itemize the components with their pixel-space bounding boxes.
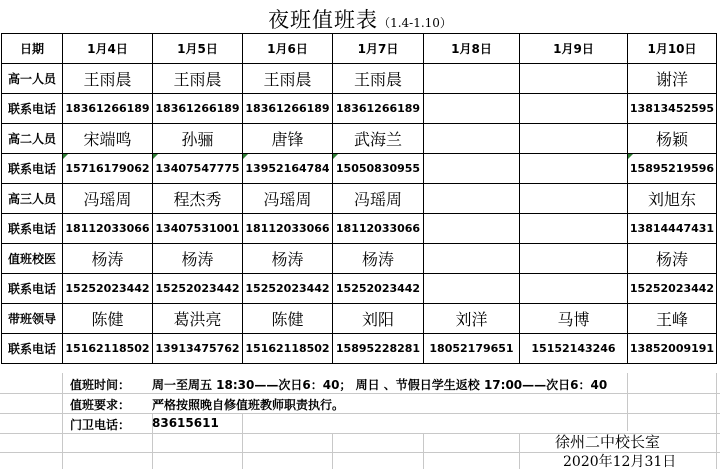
duty-time-line xyxy=(0,373,720,393)
staff-name-cell: 王雨晨 xyxy=(333,64,424,94)
staff-name-cell: 程杰秀 xyxy=(153,184,243,214)
table-row xyxy=(2,244,717,274)
footer-notes xyxy=(0,373,720,469)
duty-time-value: 周一至周五 18:30——次日6：40； 周日 、节假日学生返校 17:00——次日6：40 xyxy=(152,378,608,392)
staff-name-cell: 王雨晨 xyxy=(153,64,243,94)
table-row xyxy=(2,94,717,124)
phone-cell: 15895228281 xyxy=(333,334,424,364)
header-date-label: 日期 xyxy=(2,34,63,64)
header-date: 1月5日 xyxy=(153,34,243,64)
phone-cell xyxy=(520,154,628,184)
staff-name-cell xyxy=(520,184,628,214)
header-date: 1月9日 xyxy=(520,34,628,64)
table-row xyxy=(2,214,717,244)
title-date-range: （1.4-1.10） xyxy=(378,16,452,30)
staff-name-cell xyxy=(520,64,628,94)
row-label: 值班校医 xyxy=(2,244,63,274)
phone-cell: 15162118502 xyxy=(63,334,153,364)
phone-cell: 15252023442 xyxy=(628,274,717,304)
footer-gridline xyxy=(423,433,424,469)
staff-name-cell: 谢洋 xyxy=(628,64,717,94)
phone-cell: 13813452595 xyxy=(628,94,717,124)
staff-name-cell: 杨涛 xyxy=(243,244,333,274)
staff-name-cell: 杨涛 xyxy=(63,244,153,274)
table-row xyxy=(2,124,717,154)
table-row xyxy=(2,304,717,334)
gate-phone-label: 门卫电话： xyxy=(70,418,131,432)
header-date: 1月8日 xyxy=(424,34,520,64)
table-row xyxy=(2,64,717,94)
header-date: 1月10日 xyxy=(628,34,717,64)
phone-cell xyxy=(424,94,520,124)
phone-cell: 18361266189 xyxy=(63,94,153,124)
issuing-office: 徐州二中校长室 xyxy=(555,433,661,451)
staff-name-cell xyxy=(424,64,520,94)
row-label: 联系电话 xyxy=(2,214,63,244)
header-date: 1月6日 xyxy=(243,34,333,64)
phone-cell xyxy=(520,214,628,244)
table-row xyxy=(2,184,717,214)
staff-name-cell: 宋端鸣 xyxy=(63,124,153,154)
phone-cell: 15252023442 xyxy=(243,274,333,304)
gate-phone-value: 83615611 xyxy=(152,416,219,430)
phone-cell xyxy=(520,94,628,124)
row-label: 高一人员 xyxy=(2,64,63,94)
staff-name-cell: 马博 xyxy=(520,304,628,334)
duty-requirement-value: 严格按照晚自修值班教师职责执行。 xyxy=(152,398,345,412)
title-main: 夜班值班表 xyxy=(268,8,379,32)
phone-cell: 13852009191 xyxy=(628,334,717,364)
staff-name-cell: 冯瑶周 xyxy=(333,184,424,214)
phone-cell: 13814447431 xyxy=(628,214,717,244)
staff-name-cell: 冯瑶周 xyxy=(243,184,333,214)
duty-requirement-label: 值班要求： xyxy=(70,398,131,412)
staff-name-cell: 陈健 xyxy=(243,304,333,334)
duty-requirement-line xyxy=(0,393,720,413)
phone-cell: 13407531001 xyxy=(153,214,243,244)
staff-name-cell xyxy=(424,244,520,274)
table-row xyxy=(2,334,717,364)
phone-cell: 18112033066 xyxy=(63,214,153,244)
duty-time-label: 值班时间： xyxy=(70,378,131,392)
row-label: 带班领导 xyxy=(2,304,63,334)
phone-cell: 15162118502 xyxy=(243,334,333,364)
staff-name-cell: 陈健 xyxy=(63,304,153,334)
row-label: 联系电话 xyxy=(2,334,63,364)
table-row xyxy=(2,154,717,184)
row-label: 联系电话 xyxy=(2,154,63,184)
phone-cell: 13913475762 xyxy=(153,334,243,364)
staff-name-cell: 杨涛 xyxy=(333,244,424,274)
schedule-title xyxy=(0,4,720,32)
phone-cell: 13407547775 xyxy=(153,154,243,184)
staff-name-cell: 葛洪亮 xyxy=(153,304,243,334)
staff-name-cell: 刘阳 xyxy=(333,304,424,334)
staff-name-cell xyxy=(424,124,520,154)
phone-cell: 15050830955 xyxy=(333,154,424,184)
staff-name-cell: 杨涛 xyxy=(628,244,717,274)
header-date: 1月7日 xyxy=(333,34,424,64)
staff-name-cell: 王雨晨 xyxy=(243,64,333,94)
phone-cell: 13952164784 xyxy=(243,154,333,184)
phone-cell: 18361266189 xyxy=(153,94,243,124)
staff-name-cell: 杨涛 xyxy=(153,244,243,274)
phone-cell: 15252023442 xyxy=(153,274,243,304)
staff-name-cell: 刘旭东 xyxy=(628,184,717,214)
phone-cell xyxy=(520,274,628,304)
staff-name-cell: 王雨晨 xyxy=(63,64,153,94)
header-date: 1月4日 xyxy=(63,34,153,64)
gate-phone-line xyxy=(0,413,720,433)
phone-cell xyxy=(424,154,520,184)
phone-cell: 18112033066 xyxy=(243,214,333,244)
phone-cell: 15252023442 xyxy=(63,274,153,304)
phone-cell: 15895219596 xyxy=(628,154,717,184)
phone-cell: 18361266189 xyxy=(333,94,424,124)
duty-table xyxy=(1,33,717,364)
table-row xyxy=(2,274,717,304)
staff-name-cell xyxy=(424,184,520,214)
phone-cell: 15252023442 xyxy=(333,274,424,304)
staff-name-cell: 杨颖 xyxy=(628,124,717,154)
phone-cell: 18361266189 xyxy=(243,94,333,124)
staff-name-cell xyxy=(520,244,628,274)
staff-name-cell: 刘洋 xyxy=(424,304,520,334)
issue-date: 2020年12月31日 xyxy=(563,454,677,470)
phone-cell xyxy=(424,274,520,304)
row-label: 联系电话 xyxy=(2,274,63,304)
staff-name-cell: 冯瑶周 xyxy=(63,184,153,214)
row-label: 高二人员 xyxy=(2,124,63,154)
staff-name-cell xyxy=(520,124,628,154)
phone-cell: 15152143246 xyxy=(520,334,628,364)
phone-cell: 18112033066 xyxy=(333,214,424,244)
row-label: 联系电话 xyxy=(2,94,63,124)
footer-gridline xyxy=(332,433,333,469)
staff-name-cell: 孙骊 xyxy=(153,124,243,154)
staff-name-cell: 王峰 xyxy=(628,304,717,334)
row-label: 高三人员 xyxy=(2,184,63,214)
phone-cell: 18052179651 xyxy=(424,334,520,364)
phone-cell xyxy=(424,214,520,244)
phone-cell: 15716179062 xyxy=(63,154,153,184)
footer-gridline xyxy=(519,433,520,469)
staff-name-cell: 唐锋 xyxy=(243,124,333,154)
table-header-row xyxy=(2,34,717,64)
staff-name-cell: 武海兰 xyxy=(333,124,424,154)
